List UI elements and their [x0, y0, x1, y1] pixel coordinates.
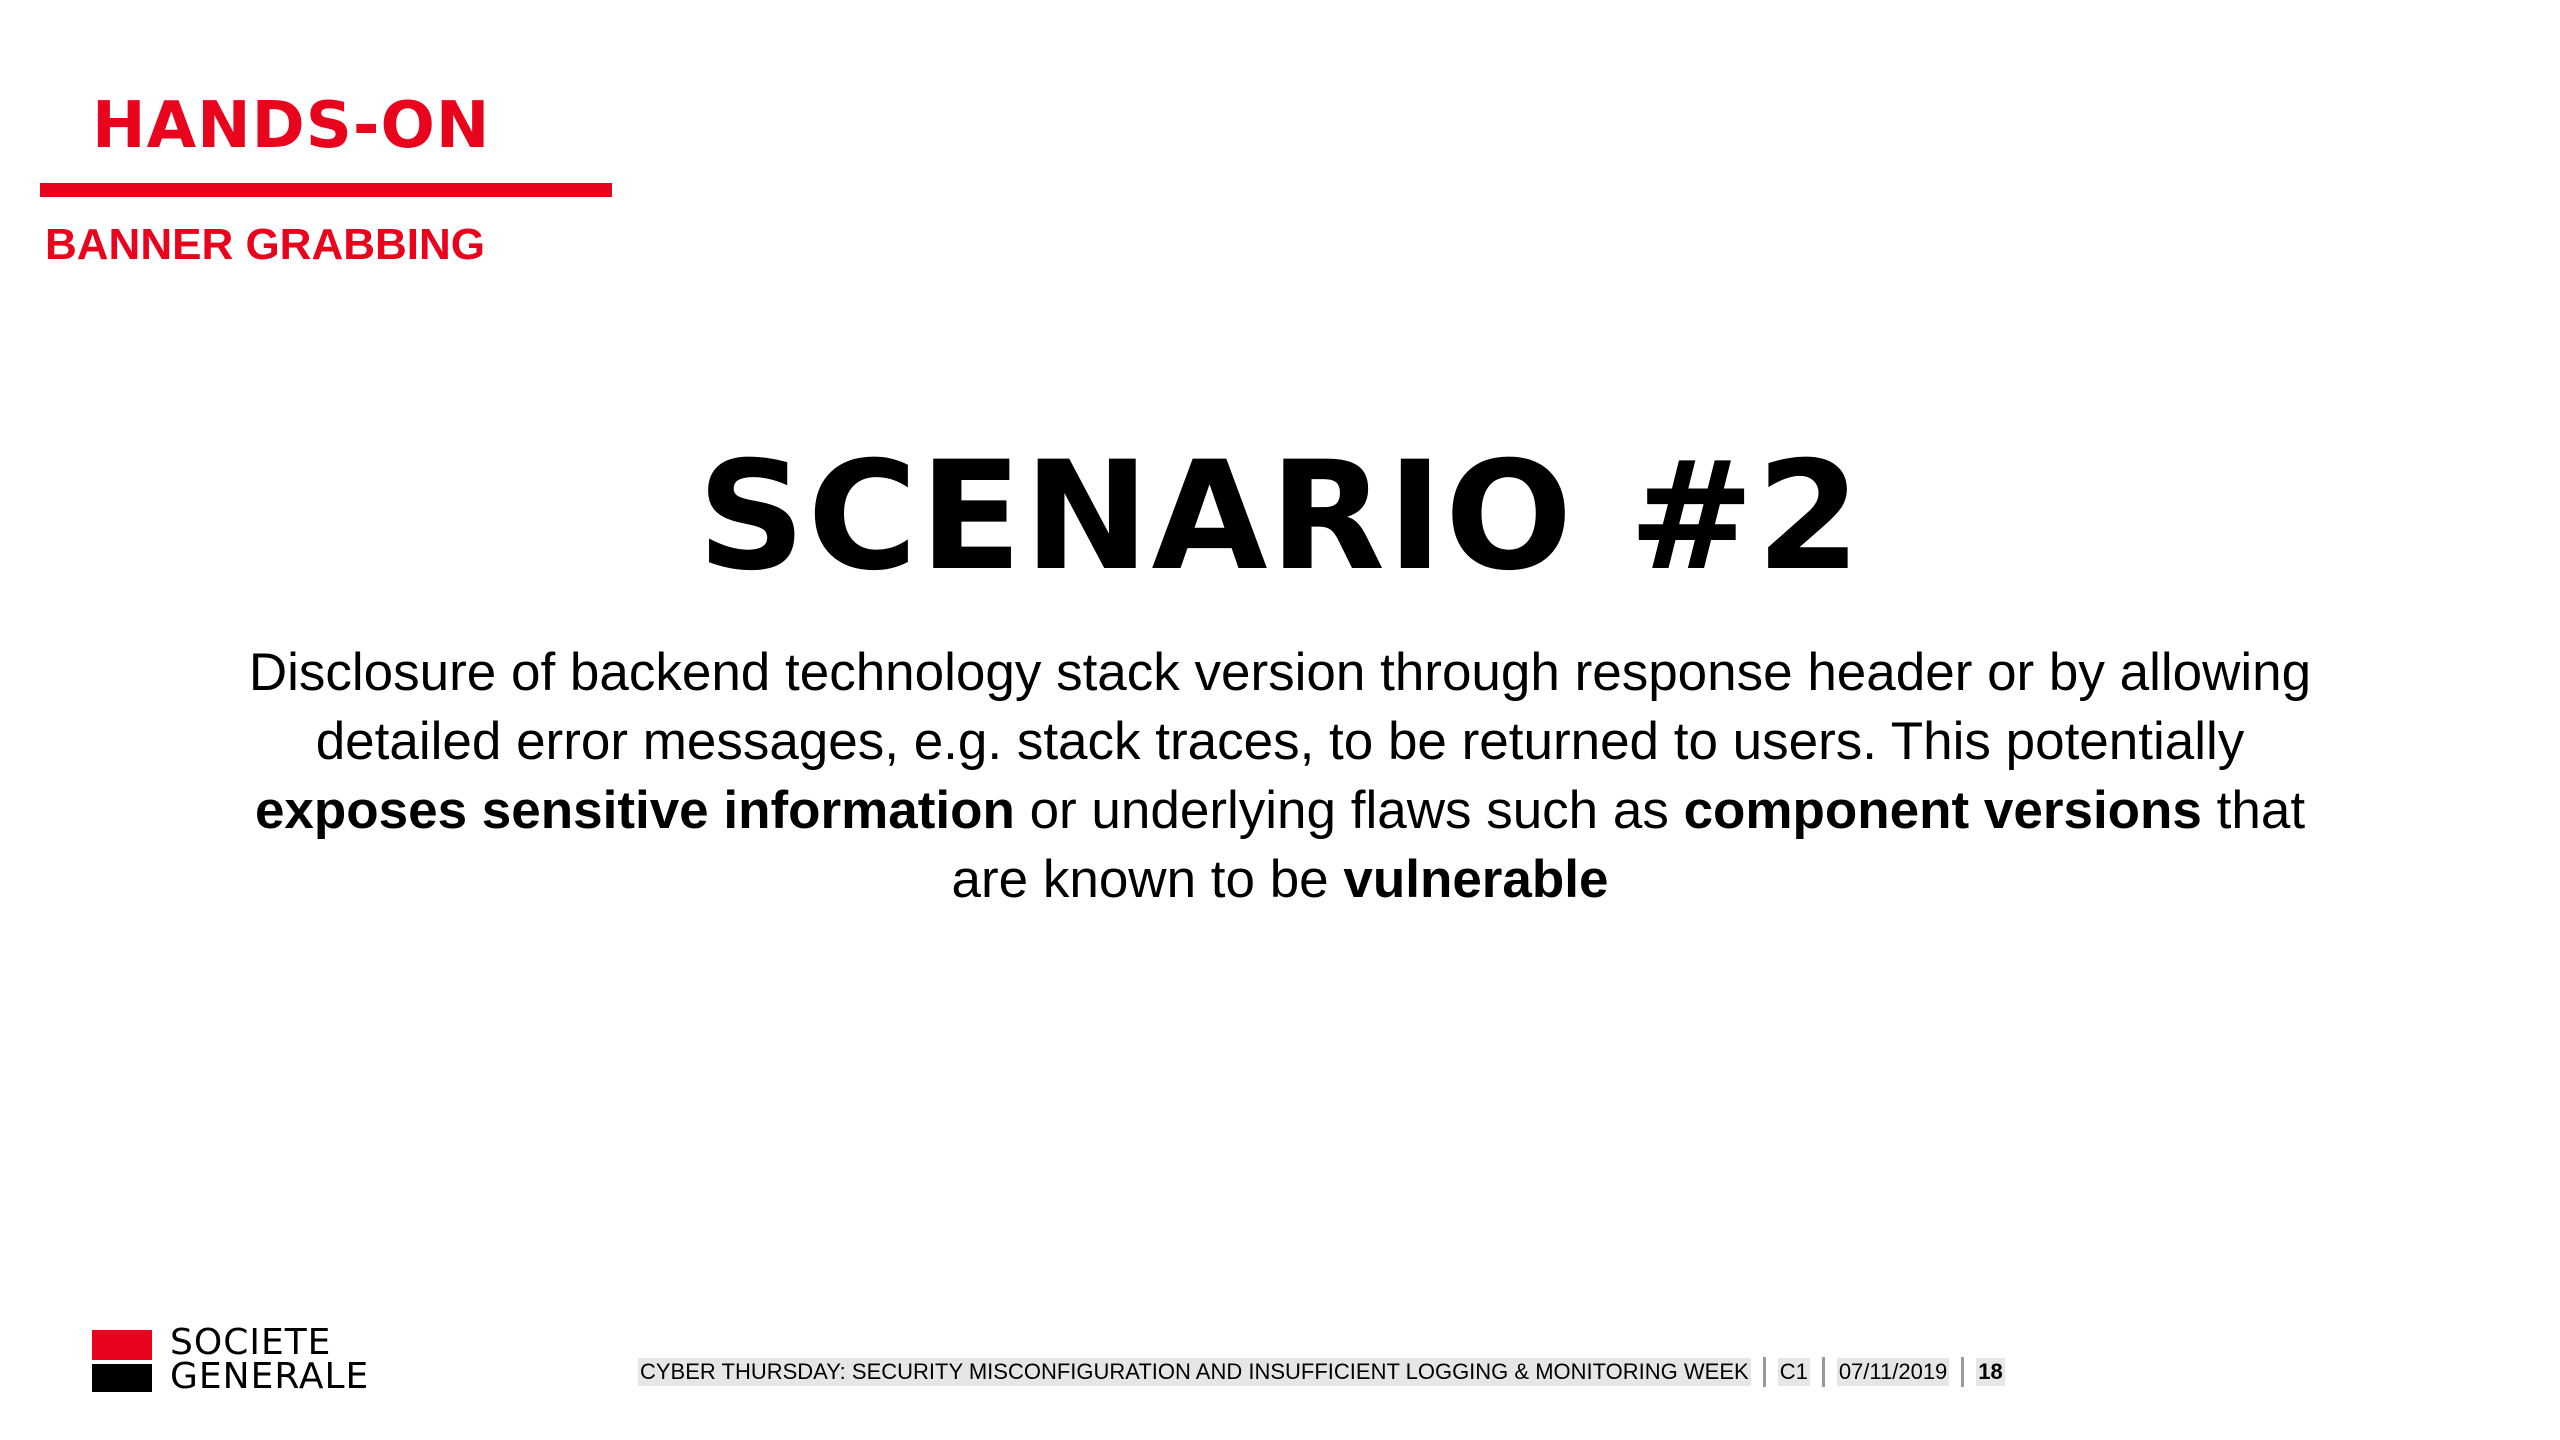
section-divider [40, 183, 612, 197]
body-segment: or underlying flaws such as [1014, 781, 1684, 840]
logo-wordmark [170, 1322, 370, 1397]
footer-classification: C1 [1779, 1359, 1808, 1384]
section-title: HANDS-ON [92, 89, 491, 163]
body-emphasis: vulnerable [1343, 850, 1609, 909]
societe-generale-logo [92, 1322, 422, 1397]
logo-line-2: GENERALE [170, 1356, 370, 1397]
slide-footer [638, 1356, 2005, 1388]
footer-separator [1763, 1357, 1766, 1387]
footer-date: 07/11/2019 [1838, 1359, 1948, 1384]
body-segment: that are known to be [951, 781, 2306, 909]
logo-line-1: SOCIETE [170, 1322, 332, 1363]
logo-mark-icon [92, 1330, 152, 1392]
body-emphasis: component versions [1683, 781, 2202, 840]
body-segment: Disclosure of backend technology stack version through response header or by allowing detailed error messages, e.g. stack traces, to be returned to users. This potentially [248, 643, 2312, 771]
footer-separator [1961, 1357, 1964, 1387]
footer-page-number: 18 [1978, 1359, 2003, 1384]
footer-event-title: CYBER THURSDAY: SECURITY MISCONFIGURATION AND INSUFFICIENT LOGGING & MONITORING WEEK [640, 1359, 1749, 1384]
section-subtitle: BANNER GRABBING [45, 220, 485, 269]
slide-body-text [220, 638, 2340, 914]
slide-headline: SCENARIO #2 [697, 430, 1863, 604]
footer-separator [1822, 1357, 1825, 1387]
body-emphasis: exposes sensitive information [254, 781, 1015, 840]
